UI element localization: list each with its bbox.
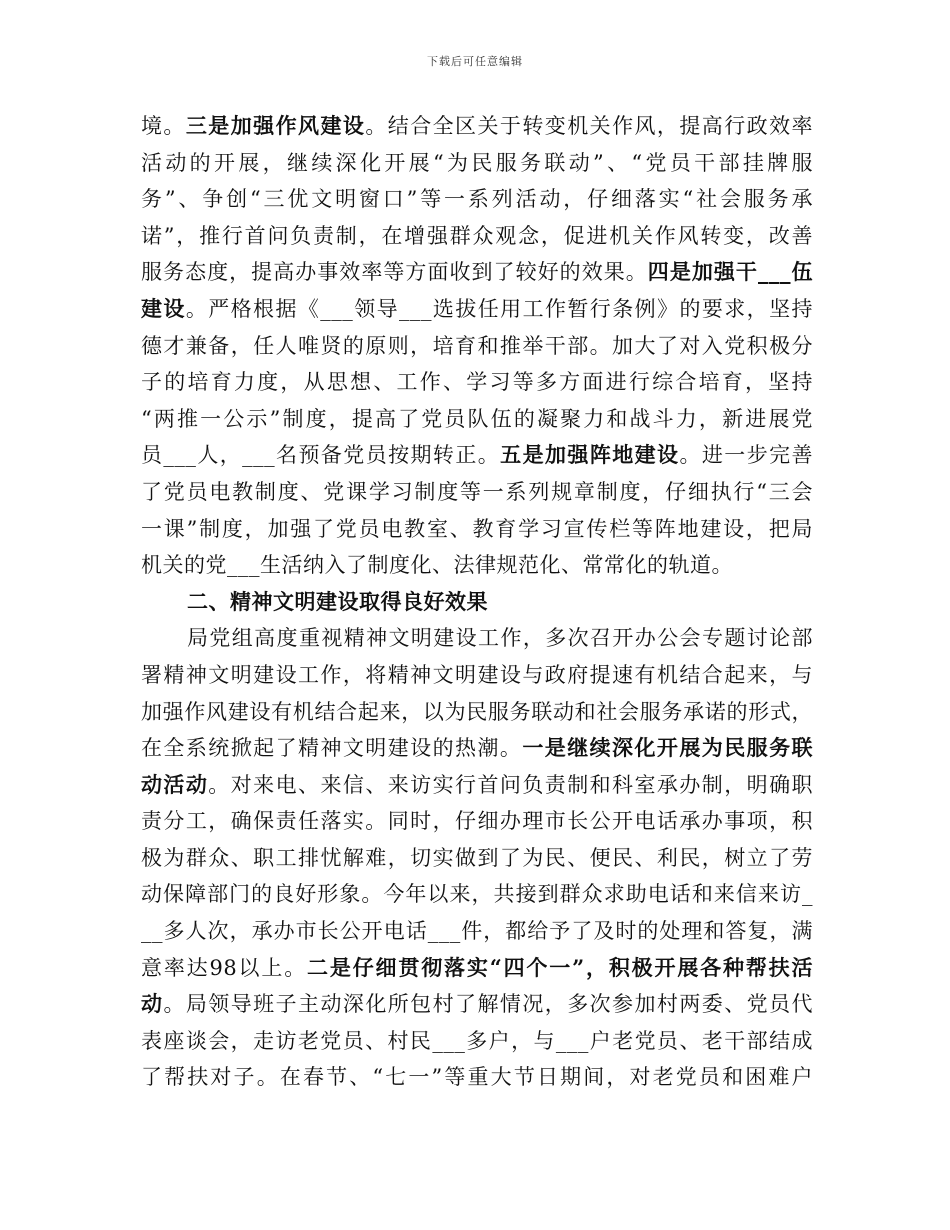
- text-line: [141, 181, 813, 218]
- text-segment: __多人次，承办市长公开电话___件，都给予了及时的处理和答复，满: [141, 919, 813, 944]
- text-segment: 子的培育力度，从思想、工作、学习等多方面进行综合培育，坚持: [141, 370, 813, 395]
- bold-text: 三是加强作风建设: [185, 113, 366, 138]
- text-segment: 责分工，确保责任落实。同时，仔细办理市长公开电话承办事项，积: [141, 809, 813, 834]
- text-segment: 动保障部门的良好形象。今年以来，共接到群众求助电话和来信来访_: [141, 882, 813, 907]
- text-line: [141, 145, 813, 182]
- text-segment: 了党员电教制度、党课学习制度等一系列规章制度，仔细执行“三会: [141, 479, 813, 504]
- bold-text: 二、精神文明建设取得良好效果: [187, 588, 488, 614]
- text-line: [141, 328, 813, 365]
- bold-text: 五是加强阵地建设: [500, 442, 680, 468]
- text-segment: 诺”，推行首问负责制，在增强群众观念，促进机关作风转变，改善: [141, 223, 813, 248]
- bold-text: 二是仔细贯彻落实“四个一”，积极开展各种帮扶活: [307, 954, 813, 980]
- text-segment: 服务态度，提高办事效率等方面收到了较好的效果。: [141, 260, 648, 285]
- text-line: [141, 876, 813, 913]
- text-line: [141, 657, 813, 694]
- text-line: [141, 401, 813, 438]
- text-segment: 务”、争创“三优文明窗口”等一系列活动，仔细落实“社会服务承: [141, 187, 813, 212]
- bold-text: 动: [141, 991, 164, 1017]
- text-line: [141, 986, 813, 1023]
- text-segment: 。局领导班子主动深化所包村了解情况，多次参加村两委、党员代: [163, 992, 813, 1017]
- text-segment: 机关的党___生活纳入了制度化、法律规范化、常常化的轨道。: [141, 553, 733, 578]
- text-line: [141, 767, 813, 804]
- text-segment: 。结合全区关于转变机关作风，提高行政效率: [365, 114, 813, 138]
- text-segment: 极为群众、职工排忧解难，切实做到了为民、便民、利民，树立了劳: [141, 845, 813, 870]
- text-line: [141, 511, 813, 548]
- text-segment: 在全系统掀起了精神文明建设的热潮。: [141, 736, 523, 761]
- text-line: [141, 291, 813, 328]
- text-line: [141, 620, 813, 657]
- bold-text: 建设: [141, 295, 186, 321]
- text-line: [141, 1059, 813, 1096]
- document-body: [141, 108, 813, 1096]
- text-line: [141, 803, 813, 840]
- text-line: [141, 1023, 813, 1060]
- text-line: [141, 364, 813, 401]
- text-line: [141, 913, 813, 950]
- text-line: [141, 730, 813, 767]
- bold-text: 动活动: [141, 771, 209, 797]
- bold-text: 四是加强干___伍: [647, 259, 813, 285]
- text-segment: 局党组高度重视精神文明建设工作，多次召开办公会专题讨论部: [187, 626, 813, 651]
- text-segment: 。对来电、来信、来访实行首问负责制和科室承办制，明确职: [208, 772, 813, 797]
- text-line: [141, 474, 813, 511]
- text-segment: 意率达98以上。: [141, 955, 308, 980]
- section-heading: [141, 584, 813, 621]
- text-segment: 加强作风建设有机结合起来，以为民服务联动和社会服务承诺的形式，: [141, 699, 813, 724]
- bold-text: 一是继续深化开展为民服务联: [522, 735, 813, 761]
- text-line: [141, 694, 813, 731]
- text-line: [141, 437, 813, 474]
- text-segment: 。严格根据《___领导___选拔任用工作暂行条例》的要求，坚持: [185, 296, 813, 321]
- text-segment: “两推一公示”制度，提高了党员队伍的凝聚力和战斗力，新进展党: [141, 406, 813, 431]
- text-segment: 员___人，___名预备党员按期转正。: [141, 443, 501, 468]
- text-line: [141, 840, 813, 877]
- text-segment: 署精神文明建设工作，将精神文明建设与政府提速有机结合起来，与: [141, 662, 813, 687]
- text-segment: 了帮扶对子。在春节、“七一”等重大节日期间，对老党员和困难户: [141, 1065, 813, 1090]
- text-segment: 表座谈会，走访老党员、村民___多户，与___户老党员、老干部结成: [141, 1028, 813, 1053]
- text-segment: 一课”制度，加强了党员电教室、教育学习宣传栏等阵地建设，把局: [141, 516, 813, 541]
- text-segment: 德才兼备，任人唯贤的原则，培育和推举干部。加大了对入党积极分: [141, 333, 813, 358]
- text-segment: 。进一步完善: [679, 443, 813, 468]
- text-segment: 活动的开展，继续深化开展“为民服务联动”、“党员干部挂牌服: [141, 150, 813, 175]
- page-header: 下载后可任意编辑: [427, 55, 523, 68]
- text-line: [141, 950, 813, 987]
- text-line: [141, 108, 813, 145]
- text-line: [141, 218, 813, 255]
- text-segment: 境。: [141, 114, 186, 138]
- text-line: [141, 254, 813, 291]
- text-line: [141, 547, 813, 584]
